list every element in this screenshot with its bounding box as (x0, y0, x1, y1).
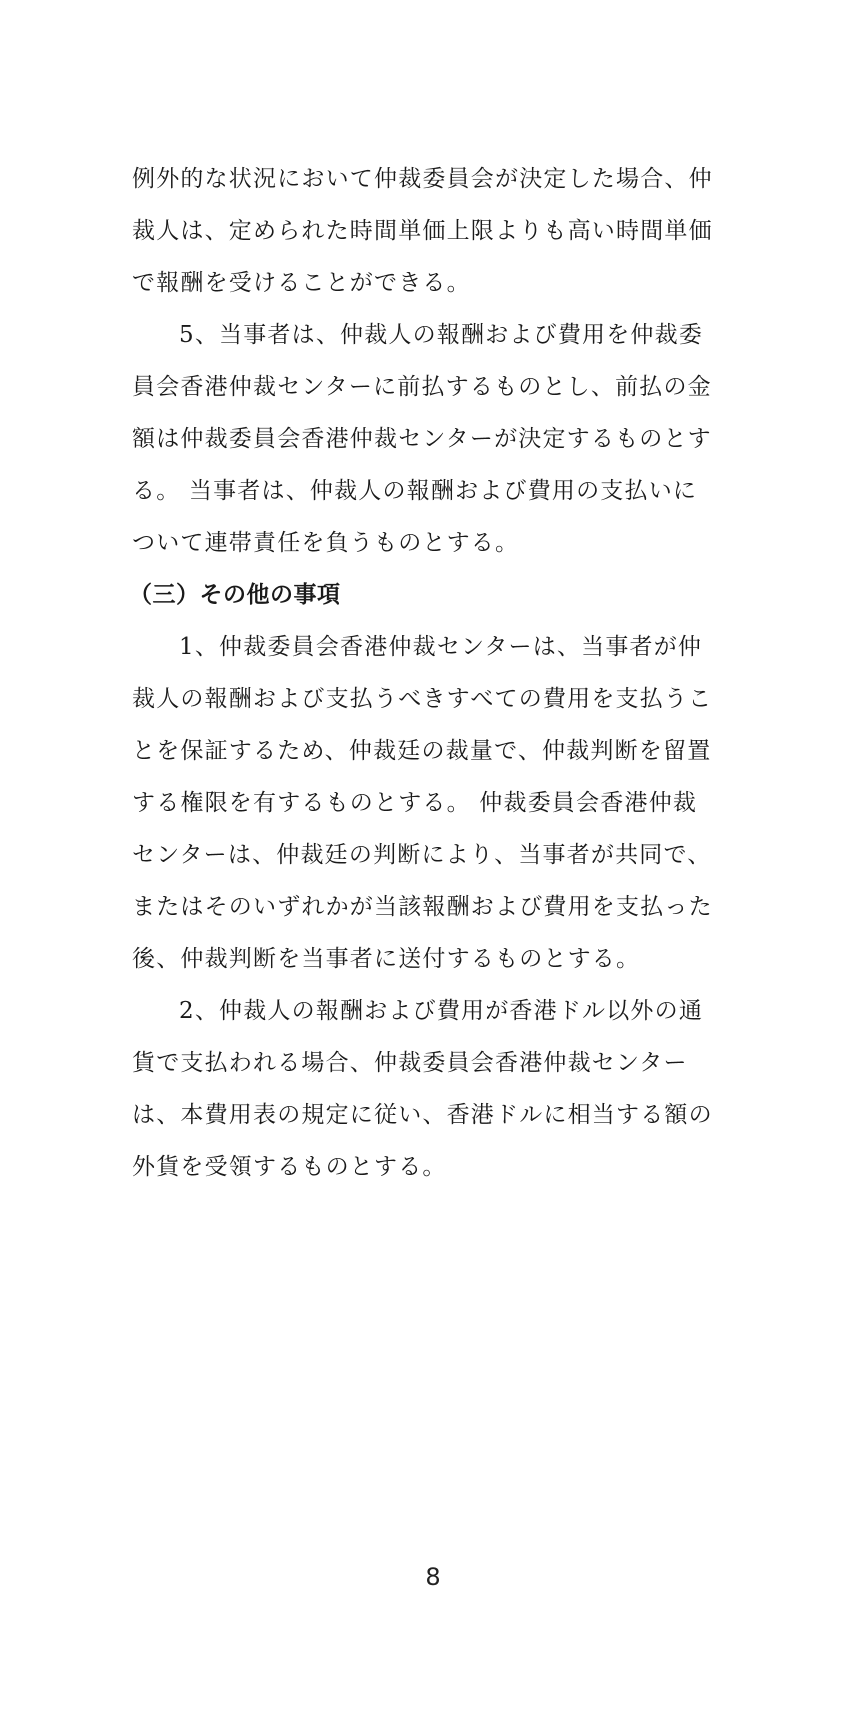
paragraph-line: センターは、仲裁廷の判断により、当事者が共同で、 (132, 842, 712, 868)
paragraph-line: 2、仲裁人の報酬および費用が香港ドル以外の通 (179, 998, 704, 1024)
paragraph-line: で報酬を受けることができる。 (132, 270, 471, 296)
section-heading: （三）その他の事項 (129, 582, 341, 608)
paragraph-line: またはそのいずれかが当該報酬および費用を支払った (132, 894, 713, 920)
paragraph-line: は、本費用表の規定に従い、香港ドルに相当する額の (132, 1102, 713, 1128)
paragraph-line: とを保証するため、仲裁廷の裁量で、仲裁判断を留置 (132, 738, 712, 764)
paragraph-line: 裁人の報酬および支払うべきすべての費用を支払うこ (132, 686, 713, 712)
paragraph-line: 5、当事者は、仲裁人の報酬および費用を仲裁委 (179, 322, 704, 348)
paragraph-line: する権限を有するものとする。 仲裁委員会香港仲裁 (132, 790, 698, 816)
paragraph-line: 貨で支払われる場合、仲裁委員会香港仲裁センター (132, 1050, 688, 1076)
paragraph-line: 1、仲裁委員会香港仲裁センターは、当事者が仲 (179, 634, 703, 660)
document-body (129, 153, 742, 1193)
paragraph-line: 裁人は、定められた時間単価上限よりも高い時間単価 (132, 218, 713, 244)
paragraph-line: 外貨を受領するものとする。 (132, 1154, 447, 1180)
paragraph-line: 後、仲裁判断を当事者に送付するものとする。 (132, 946, 641, 972)
paragraph-line: 員会香港仲裁センターに前払するものとし、前払の金 (132, 374, 712, 400)
paragraph-line: ついて連帯責任を負うものとする。 (132, 530, 520, 556)
paragraph-line: 額は仲裁委員会香港仲裁センターが決定するものとす (132, 426, 712, 452)
paragraph-line: 例外的な状況において仲裁委員会が決定した場合、仲 (132, 166, 713, 192)
page-number: 8 (425, 1563, 441, 1591)
paragraph-line: る。 当事者は、仲裁人の報酬および費用の支払いに (132, 478, 698, 504)
